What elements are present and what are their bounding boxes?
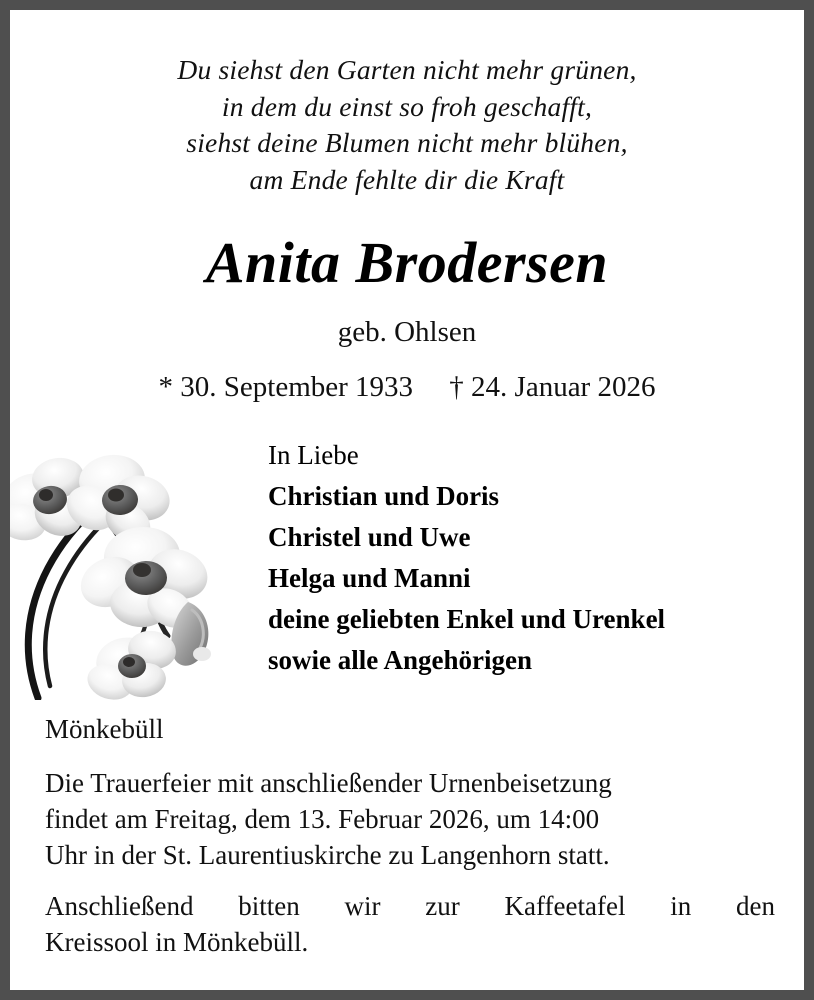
family-member: deine geliebten Enkel und Urenkel xyxy=(268,604,666,634)
service-line-3: Uhr in der St. Laurentiuskirche zu Langenhorn statt. xyxy=(45,840,610,870)
reception-line-2: Kreissool in Mönkebüll. xyxy=(45,927,309,957)
obituary-notice xyxy=(10,10,804,990)
poem-line-1: Du siehst den Garten nicht mehr grünen, xyxy=(177,54,637,85)
service-line-1: Die Trauerfeier mit anschließender Urnenbeisetzung xyxy=(45,768,612,798)
family-member: sowie alle Angehörigen xyxy=(268,645,532,675)
family-member: Christian und Doris xyxy=(268,481,500,511)
family-block xyxy=(268,435,788,681)
memorial-poem xyxy=(10,52,804,198)
family-member: Christel und Uwe xyxy=(268,522,471,552)
place-label: Mönkebüll xyxy=(45,714,164,744)
poem-line-2: in dem du einst so froh geschafft, xyxy=(221,90,593,122)
family-lead: In Liebe xyxy=(268,440,359,470)
service-details xyxy=(45,765,775,873)
poem-line-4: am Ende fehlte dir die Kraft xyxy=(249,163,565,195)
deceased-name: Anita Brodersen xyxy=(205,230,609,295)
poem-line-3: siehst deine Blumen nicht mehr blühen, xyxy=(186,127,628,158)
life-dates: * 30. September 1933 † 24. Januar 2026 xyxy=(158,371,656,403)
deceased-maiden-name: geb. Ohlsen xyxy=(337,316,477,348)
orchid-icon xyxy=(10,450,222,700)
reception-details xyxy=(45,888,775,960)
reception-line-1: Anschließend bitten wir zur Kaffeetafel in den xyxy=(45,891,775,921)
family-member: Helga und Manni xyxy=(268,563,471,593)
service-line-2: findet am Freitag, dem 13. Februar 2026, um 14:00 xyxy=(45,804,600,834)
